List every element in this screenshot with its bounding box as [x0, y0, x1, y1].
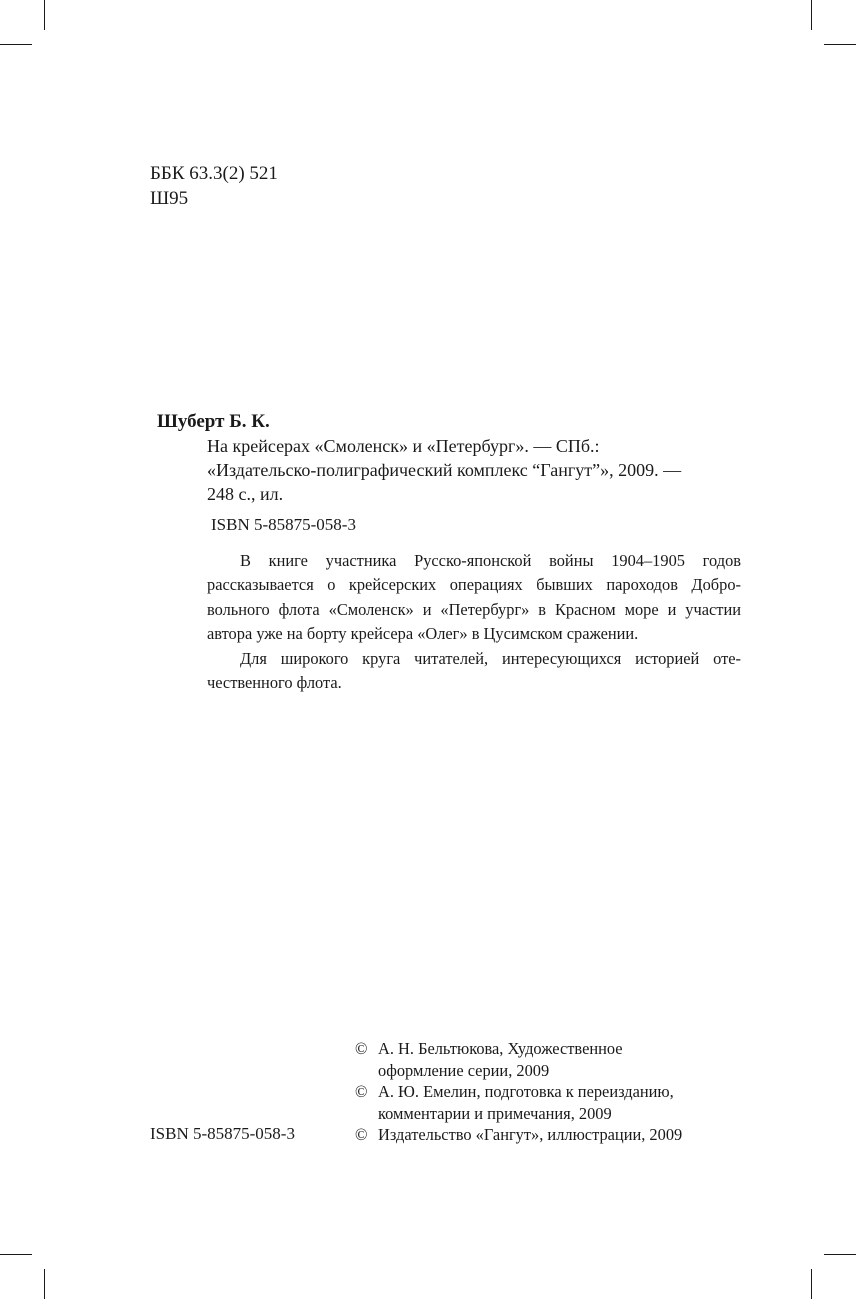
copyright-icon: © [355, 1082, 368, 1102]
crop-mark-top-left [44, 0, 45, 30]
copyright-line: А. Н. Бельтюкова, Художественное [378, 1039, 623, 1058]
crop-mark-top-right-h [824, 44, 856, 45]
crop-mark-top-right [811, 0, 812, 30]
crop-mark-bottom-left [44, 1269, 45, 1299]
isbn-bottom: ISBN 5-85875-058-3 [150, 1124, 295, 1143]
crop-mark-top-left-h [0, 44, 32, 45]
abstract-line: рассказывается о крейсерских операциях бывших пароходов Добро- [207, 575, 741, 595]
copyright-item [355, 1081, 682, 1124]
abstract-line: В книге участника Русско-японской войны 1904–1905 годов [240, 551, 741, 570]
copyright-item [355, 1124, 682, 1146]
abstract-line: Для широкого круга читателей, интересующихся историей оте- [240, 648, 741, 668]
author-heading: Шуберт Б. К. [157, 411, 270, 432]
bibliographic-description [207, 434, 747, 506]
copyright-block [355, 1038, 682, 1146]
abstract-line: чественного флота. [207, 673, 342, 693]
classification-block [150, 161, 278, 211]
biblio-line: «Издательско-полиграфический комплекс “Гангут”», 2009. — [207, 460, 682, 480]
copyright-line: комментарии и примечания, 2009 [378, 1103, 612, 1123]
crop-mark-bottom-right-h [824, 1254, 856, 1255]
copyright-line: Издательство «Гангут», иллюстрации, 2009 [378, 1125, 683, 1145]
copyright-item [355, 1038, 682, 1081]
abstract-line: вольного флота «Смоленск» и «Петербург» в Красном море и участии [207, 599, 741, 619]
biblio-line: На крейсерах «Смоленск» и «Петербург». — СПб.: [207, 436, 600, 456]
copyright-icon: © [355, 1039, 368, 1058]
copyright-icon: © [355, 1125, 368, 1145]
bbk-code: ББК 63.3(2) 521 [150, 163, 278, 184]
biblio-line: 248 с., ил. [207, 484, 284, 504]
copyright-line: А. Ю. Емелин, подготовка к переизданию, [378, 1082, 674, 1102]
copyright-line: оформление серии, 2009 [378, 1060, 550, 1080]
crop-mark-bottom-left-h [0, 1254, 32, 1255]
crop-mark-bottom-right [811, 1269, 812, 1299]
isbn-top: ISBN 5-85875-058-3 [211, 515, 356, 534]
abstract [207, 549, 741, 695]
abstract-line: автора уже на борту крейсера «Олег» в Цусимском сражении. [207, 624, 639, 644]
author-mark: Ш95 [150, 188, 189, 209]
